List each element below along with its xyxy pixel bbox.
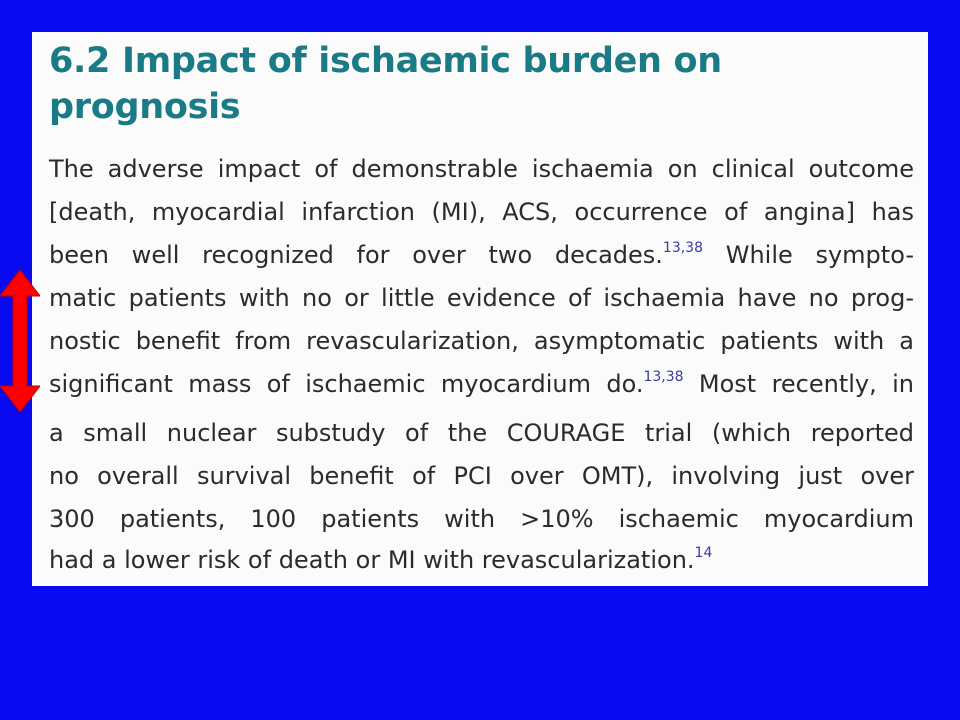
body-line-7: a small nuclear substudy of the COURAGE trial (which reported [49, 419, 914, 447]
body-line-10: had a lower risk of death or MI with revascularization.$^{14}$ [49, 545, 713, 574]
body-line-5: nostic benefit from revascularization, asymptomatic patients with a [49, 327, 914, 355]
body-line-4: matic patients with no or little evidence of ischaemia have no prog- [49, 284, 914, 312]
body-line-2: [death, myocardial infarction (MI), ACS, occurrence of angina] has [49, 198, 914, 226]
document-excerpt [32, 32, 928, 586]
body-line-6: significant mass of ischaemic myocardium do.$^{13,38}$ Most recently, in [49, 369, 914, 398]
body-line-1: The adverse impact of demonstrable ischaemia on clinical outcome [49, 155, 914, 183]
body-line-8: no overall survival benefit of PCI over OMT), involving just over [49, 462, 914, 490]
section-heading [49, 38, 919, 130]
section-heading-line-2: prognosis [49, 87, 241, 127]
citation-ref[interactable]: 14 [694, 545, 713, 561]
citation-ref[interactable]: 13,38 [643, 369, 684, 385]
body-line-9: 300 patients, 100 patients with >10% ischaemic myocardium [49, 505, 914, 533]
section-heading-line-1: 6.2 Impact of ischaemic burden on [49, 41, 722, 81]
citation-ref[interactable]: 13,38 [662, 240, 704, 256]
double-headed-arrow-icon [0, 270, 40, 412]
body-line-3: been well recognized for over two decades.$^{13,38}$ While sympto- [49, 240, 914, 269]
